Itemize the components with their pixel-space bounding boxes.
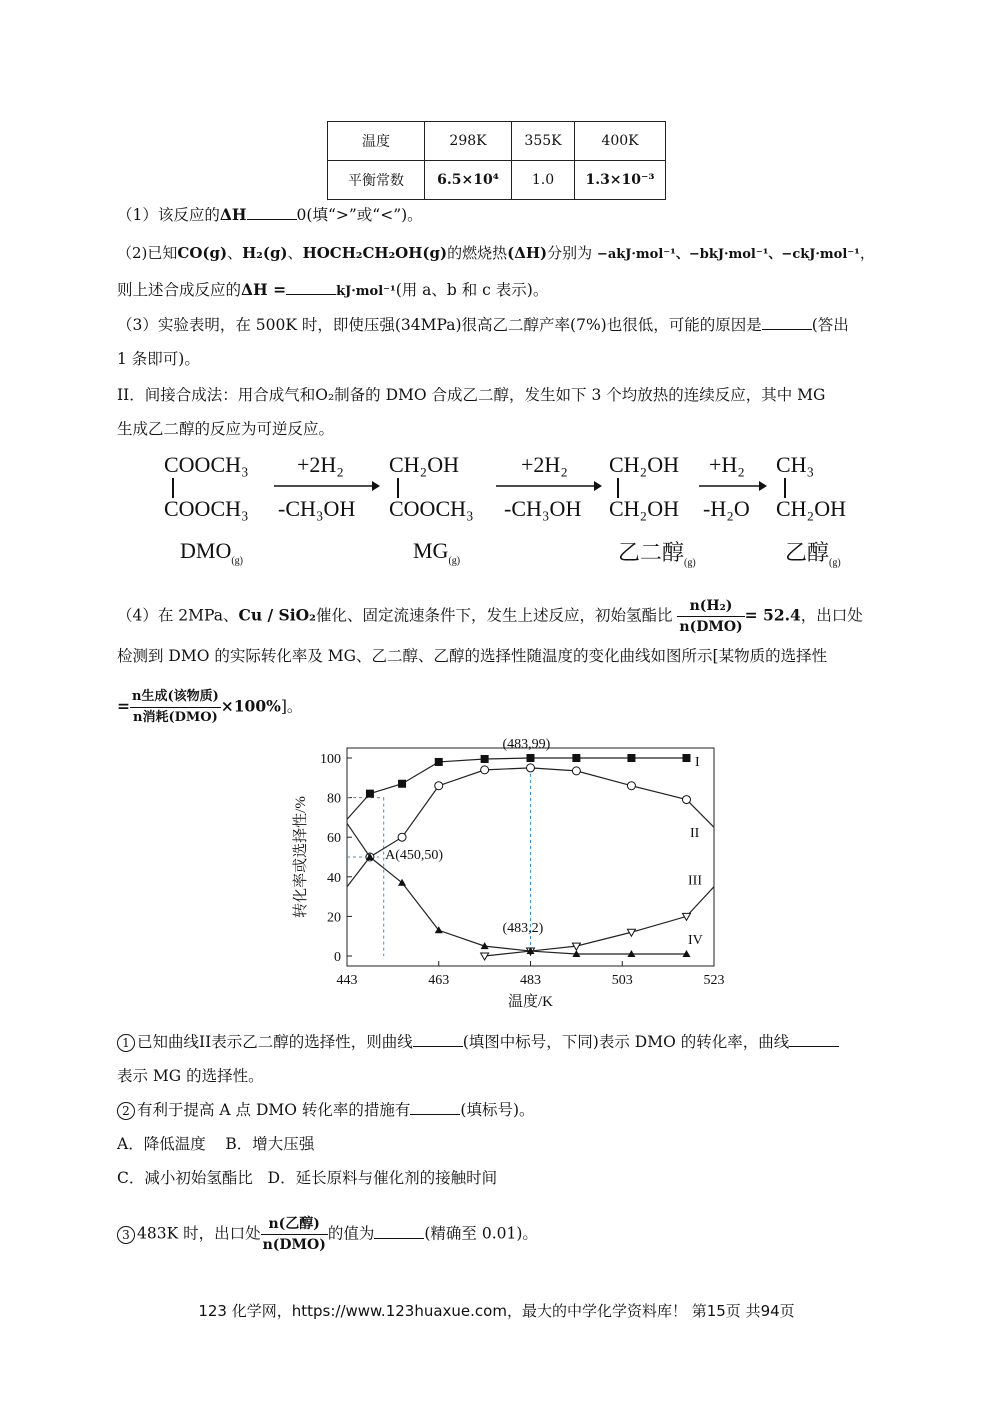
arrow2-bottom-label: -CH₃OH [504, 496, 582, 521]
question-3-line-2: 1 条即可)。 [117, 350, 200, 368]
marker-I [682, 754, 690, 762]
question-1: （1）该反应的ΔH 0(填“>”或“<”)。 [117, 205, 423, 224]
arrow1-bottom-label: -CH₃OH [278, 496, 356, 521]
marker-III [481, 953, 489, 960]
page-footer: 123 化学网，https://www.123huaxue.com，最大的中学化学资料库！ 第15页 共94页 [198, 1302, 795, 1320]
question-3-line-1: （3）实验表明，在 500K 时，即使压强(34MPa)很高乙二醇产率(7%)也很低，可能的原因是 (答出 [117, 316, 849, 334]
table-temp-3: 400K [575, 122, 666, 161]
marker-II [481, 766, 489, 774]
table-header-temp: 温度 [328, 122, 425, 161]
marker-II [627, 782, 635, 790]
bond-line [617, 478, 619, 498]
selectivity-chart [285, 738, 745, 1028]
x-tick-label: 523 [703, 973, 725, 988]
reaction-arrow-2 [494, 478, 604, 494]
subquestion-2: 2 有利于提高 A 点 DMO 转化率的措施有 (填标号)。 [117, 1100, 535, 1120]
bond-line [397, 478, 399, 498]
h2-dmo-ratio-fraction: $\frac{\text{n(H₂)}}{\text{n(DMO)}}$ [679, 598, 743, 635]
options-ab: A．降低温度 B．增大压强 [117, 1135, 315, 1153]
ethanol-top: CH₃ [776, 452, 815, 477]
ethanol-label: 乙醇$_{(g)}$ [785, 540, 841, 569]
subquestion-1-line-1: 1 已知曲线II表示乙二醇的选择性，则曲线 (填图中标号，下同)表示 DMO 的转化率，曲线 [117, 1032, 839, 1052]
mg-top: CH₂OH [389, 452, 460, 477]
subquestion-1-line-2: 表示 MG 的选择性。 [117, 1067, 264, 1085]
mg-label: $MG_{(g)}$ [413, 538, 461, 567]
dmo-label: $DMO_{(g)}$ [180, 538, 244, 567]
answer-blank [286, 280, 336, 295]
curve-label-I: I [695, 754, 700, 770]
curve-label-II: II [690, 826, 700, 842]
arrow2-top-label: +2H₂ [521, 452, 568, 477]
annotation-crossover: (483,2) [502, 921, 544, 937]
marker-I [366, 790, 374, 798]
question-4-line-1: （4）在 2MPa、Cu / SiO₂催化、固定流速条件下，发生上述反应，初始氢酯比 $\frac{\text{n(H₂)}}{\text{n(DMO)}}$ = 52.4，出口处 [117, 598, 863, 635]
marker-II [435, 782, 443, 790]
y-axis-label: 转化率或选择性/% [293, 796, 309, 918]
eg-label: 乙二醇$_{(g)}$ [618, 540, 696, 569]
curve-label-IV: IV [688, 933, 703, 949]
part2-line-2: 生成乙二醇的反应为可逆反应。 [117, 420, 335, 438]
x-tick-label: 503 [611, 973, 633, 988]
dmo-bottom: COOCH₃ [164, 496, 249, 521]
marker-I [435, 758, 443, 766]
y-tick-label: 20 [327, 910, 341, 926]
equilibrium-table [327, 121, 666, 200]
bond-line [172, 478, 174, 498]
ethanol-dmo-fraction: $\frac{\text{n(乙醇)}}{\text{n(DMO)}}$ [262, 1216, 326, 1253]
table-k-2: 1.0 [512, 161, 575, 200]
curve-label-III: III [688, 873, 702, 889]
answer-blank [247, 205, 297, 220]
dmo-top: COOCH₃ [164, 452, 249, 477]
marker-I [398, 780, 406, 788]
marker-II [572, 767, 580, 775]
table-temp-1: 298K [425, 122, 512, 161]
table-row-label: 平衡常数 [328, 161, 425, 200]
eg-top: CH₂OH [609, 452, 680, 477]
question-2-line-2: 则上述合成反应的ΔH = kJ·mol⁻¹(用 a、b 和 c 表示)。 [117, 280, 549, 299]
marker-I [481, 755, 489, 763]
marker-I [527, 754, 535, 762]
x-tick-label: 443 [336, 973, 358, 988]
arrow1-top-label: +2H₂ [297, 452, 344, 477]
eg-bottom: CH₂OH [609, 496, 680, 521]
subquestion-3: 3 483K 时，出口处 $\frac{\text{n(乙醇)}}{\text{n(DMO)}}$ 的值为 (精确至 0.01)。 [117, 1214, 538, 1255]
y-tick-label: 80 [327, 791, 341, 807]
mg-bottom: COOCH₃ [389, 496, 474, 521]
series-line-I [347, 758, 686, 819]
marker-II [527, 764, 535, 772]
y-tick-label: 100 [320, 752, 341, 767]
bond-line [784, 478, 786, 498]
table-k-1: 6.5×10⁴ [425, 161, 512, 200]
reaction-arrow-1 [272, 478, 382, 494]
table-temp-2: 355K [512, 122, 575, 161]
question-4-line-2: 检测到 DMO 的实际转化率及 MG、乙二醇、乙醇的选择性随温度的变化曲线如图所示[某物质的选择性 [117, 647, 828, 665]
marker-I [572, 754, 580, 762]
annotation-point-a: A(450,50) [385, 848, 444, 863]
options-cd: C．减小初始氢酯比 D．延长原料与催化剂的接触时间 [117, 1169, 498, 1187]
question-2-line-1: （2)已知CO(g)、H₂(g)、HOCH₂CH₂OH(g)的燃烧热(ΔH)分别为 −akJ·mol⁻¹、−bkJ·mol⁻¹、−ckJ·mol⁻¹， [117, 244, 875, 262]
x-tick-label: 483 [520, 973, 541, 988]
part2-line-1: II．间接合成法：用合成气和O₂制备的 DMO 合成乙二醇，发生如下 3 个均放热的连续反应，其中 MG [117, 386, 826, 404]
selectivity-formula: = $\frac{\text{n生成(该物质)}}{\text{n消耗(DMO)}}$ ×100%]。 [117, 687, 302, 728]
marker-I [627, 754, 635, 762]
selectivity-fraction: $\frac{\text{n生成(该物质)}}{\text{n消耗(DMO)}}$ [132, 689, 219, 725]
annotation-peak: (483,99) [502, 738, 551, 752]
ethanol-bottom: CH₂OH [776, 496, 847, 521]
y-tick-label: 40 [327, 870, 341, 886]
answer-blank [762, 315, 812, 330]
table-k-3: 1.3×10⁻³ [575, 161, 666, 200]
reaction-arrow-3 [697, 478, 769, 494]
marker-II [398, 833, 406, 841]
marker-II [682, 796, 690, 804]
x-axis-label: 温度/K [507, 994, 554, 1010]
x-tick-label: 463 [428, 973, 450, 988]
y-tick-label: 0 [334, 950, 341, 965]
y-tick-label: 60 [327, 831, 341, 847]
arrow3-top-label: +H₂ [709, 452, 745, 477]
arrow3-bottom-label: -H₂O [703, 496, 750, 521]
